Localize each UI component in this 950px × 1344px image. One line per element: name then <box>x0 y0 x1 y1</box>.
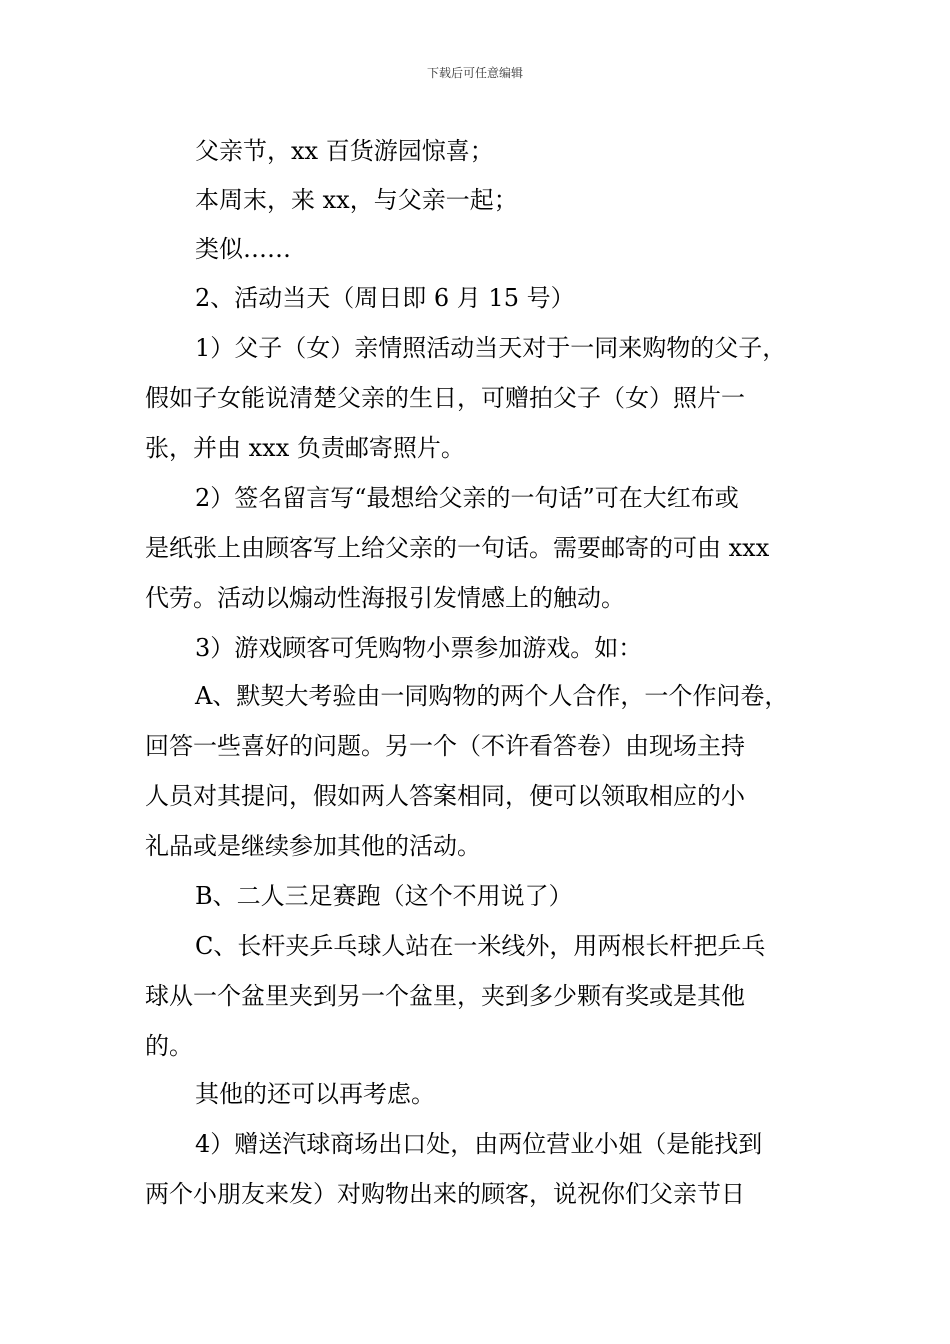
text-line: 回答一些喜好的问题。另一个（不许看答卷）由现场主持 <box>145 732 745 760</box>
text-line: 父亲节，xx 百货游园惊喜； <box>195 137 494 165</box>
text-line: 1）父子（女）亲情照活动当天对于一同来购物的父子， <box>195 334 787 362</box>
text-line: C、长杆夹乒乓球人站在一米线外，用两根长杆把乒乓 <box>195 932 766 960</box>
text-line: 球从一个盆里夹到另一个盆里，夹到多少颗有奖或是其他 <box>145 982 745 1010</box>
text-line: 2、活动当天（周日即 6 月 15 号） <box>195 284 575 312</box>
text-line: 礼品或是继续参加其他的活动。 <box>145 832 481 860</box>
text-line: 3）游戏顾客可凭购物小票参加游戏。如： <box>195 634 643 662</box>
text-line: 人员对其提问，假如两人答案相同，便可以领取相应的小 <box>145 782 745 810</box>
text-line: 类似…… <box>195 235 291 263</box>
text-line: 是纸张上由顾客写上给父亲的一句话。需要邮寄的可由 xxx <box>145 534 770 562</box>
page-header: 下载后可任意编辑 <box>426 66 523 80</box>
text-line: 两个小朋友来发）对购物出来的顾客，说祝你们父亲节日 <box>145 1180 745 1208</box>
text-line: 4）赠送汽球商场出口处，由两位营业小姐（是能找到 <box>195 1130 763 1158</box>
text-line: 假如子女能说清楚父亲的生日，可赠拍父子（女）照片一 <box>145 384 745 412</box>
text-line: 2）签名留言写“最想给父亲的一句话”可在大红布或 <box>195 484 739 512</box>
text-line: 其他的还可以再考虑。 <box>195 1080 435 1108</box>
text-line: 张，并由 xxx 负责邮寄照片。 <box>145 434 465 462</box>
text-line: A、默契大考验由一同购物的两个人合作，一个作问卷， <box>195 682 789 710</box>
text-line: 代劳。活动以煽动性海报引发情感上的触动。 <box>145 584 625 612</box>
text-line: 本周末，来 xx，与父亲一起； <box>195 186 518 214</box>
text-line: 的。 <box>145 1032 193 1060</box>
text-line: B、二人三足赛跑（这个不用说了） <box>195 882 573 910</box>
